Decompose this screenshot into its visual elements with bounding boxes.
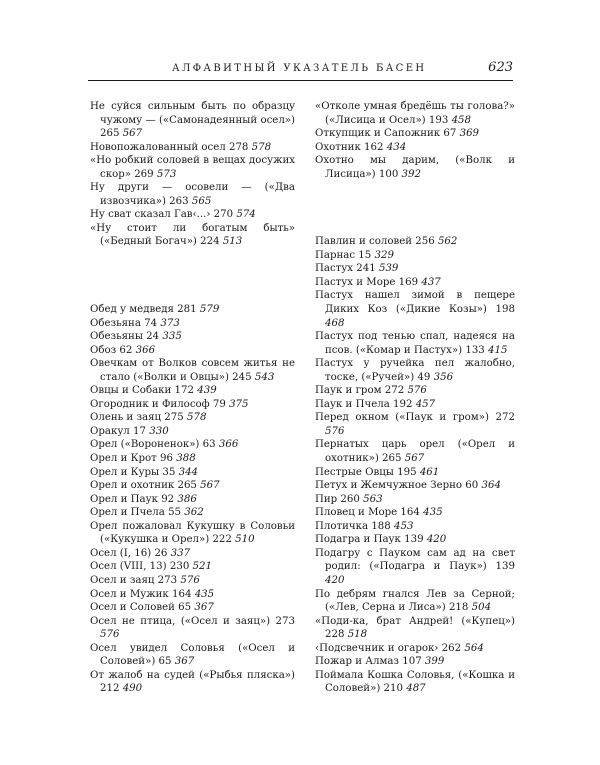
entry-text: Пернатых царь орел («Орел и охотник») 265 xyxy=(315,439,515,465)
entry-page-ref: 563 xyxy=(363,493,383,505)
index-entry xyxy=(90,588,295,602)
entry-page-ref: 576 xyxy=(100,629,120,641)
index-entry xyxy=(90,100,295,141)
entry-page-ref: 435 xyxy=(194,588,215,600)
index-entry xyxy=(315,520,515,534)
index-entry xyxy=(315,533,515,547)
entry-text: Новопожалованный осел 278 xyxy=(90,141,252,153)
entry-text: Орел и Куры 35 xyxy=(90,466,179,478)
index-entry xyxy=(90,411,295,425)
entry-text: Откупщик и Сапожник 67 xyxy=(315,128,460,140)
entry-page-ref: 578 xyxy=(251,141,272,153)
entry-text: Пестрые Овцы 195 xyxy=(315,466,420,478)
index-entry xyxy=(315,411,515,438)
index-entry xyxy=(315,262,515,276)
entry-text: Обезьяна 74 xyxy=(90,317,161,329)
index-entry xyxy=(90,222,295,249)
entry-page-ref: 330 xyxy=(149,425,169,437)
entry-page-ref: 415 xyxy=(488,344,508,356)
entry-text: Пожар и Алмаз 107 xyxy=(315,656,425,668)
entry-page-ref: 543 xyxy=(254,371,275,383)
index-entry xyxy=(90,615,295,642)
index-entry xyxy=(90,642,295,669)
entry-text: Осел (I, 16) 26 xyxy=(90,547,171,559)
index-entry xyxy=(90,303,295,317)
entry-page-ref: 576 xyxy=(325,425,345,437)
entry-text: Обед у медведя 281 xyxy=(90,304,200,316)
entry-page-ref: 392 xyxy=(401,168,421,180)
entry-text: Огородник и Философ 79 xyxy=(90,398,230,410)
header-rule xyxy=(88,80,513,81)
entry-page-ref: 510 xyxy=(235,534,255,546)
left-column xyxy=(90,100,295,696)
entry-page-ref: 468 xyxy=(325,317,345,329)
index-entry xyxy=(315,479,515,493)
entry-page-ref: 364 xyxy=(481,480,501,492)
entry-text: Петух и Жемчужное Зерно 60 xyxy=(315,480,482,492)
index-entry xyxy=(90,154,295,181)
entry-text: Не суйся сильным быть по образцу чужому — («Самонадеянный осел») 265 xyxy=(90,101,295,140)
entry-text: Пастух у ручейка пел жалобно, тоске, («Ручей») 49 xyxy=(315,358,515,383)
entry-text: Осел и Соловей 65 xyxy=(90,602,195,614)
entry-page-ref: 487 xyxy=(406,683,426,695)
running-title: АЛФАВИТНЫЙ УКАЗАТЕЛЬ БАСЕН xyxy=(172,63,427,74)
entry-text: Охотник 162 xyxy=(315,141,387,153)
entry-text: Орел («Вороненок») 63 xyxy=(90,439,219,451)
index-entry xyxy=(90,479,295,493)
entry-page-ref: 564 xyxy=(464,642,484,654)
entry-page-ref: 335 xyxy=(162,331,182,343)
index-entry xyxy=(315,466,515,480)
entry-page-ref: 490 xyxy=(122,683,143,695)
entry-page-ref: 367 xyxy=(174,656,195,668)
entry-page-ref: 439 xyxy=(197,385,217,397)
entry-text: Осел и заяц 273 xyxy=(90,574,181,586)
index-entry xyxy=(90,669,295,696)
index-entry xyxy=(90,208,295,222)
index-entry xyxy=(90,330,295,344)
group-spacer xyxy=(90,249,295,303)
entry-page-ref: 567 xyxy=(200,480,220,492)
entry-text: Перед окном («Паук и гром») 272 xyxy=(315,412,515,424)
entry-text: Подагру с Пауком сам ад на свет родил: («Подагра и Паук») 139 xyxy=(315,547,515,573)
entry-page-ref: 579 xyxy=(199,304,220,316)
index-entry xyxy=(90,425,295,439)
entry-text: Поймала Кошка Соловья, («Кошка и Соловей») 210 xyxy=(315,669,515,695)
entry-text: Овечкам от Волков совсем житья не стало («Волки и Овцы») 245 xyxy=(90,358,295,383)
right-column xyxy=(315,100,515,696)
entry-text: ‹Подсвечник и огарок› 262 xyxy=(315,642,465,654)
entry-page-ref: 373 xyxy=(160,317,180,329)
entry-text: Паук и Пчела 192 xyxy=(315,398,416,410)
entry-text: Осел (VIII, 13) 230 xyxy=(90,561,193,573)
entry-text: Ну сват сказал Гав‹...› 270 xyxy=(90,209,237,221)
index-entry xyxy=(315,127,515,141)
index-entry xyxy=(315,493,515,507)
entry-page-ref: 329 xyxy=(374,249,394,261)
entry-page-ref: 366 xyxy=(135,344,156,356)
entry-page-ref: 513 xyxy=(222,236,243,248)
entry-text: Парнас 15 xyxy=(315,249,375,261)
index-entry xyxy=(315,438,515,465)
entry-text: Пастух под тенью спал, надеяся на псов. («Комар и Пастух») 133 xyxy=(315,331,515,356)
entry-page-ref: 573 xyxy=(156,168,177,180)
entry-page-ref: 388 xyxy=(176,453,196,465)
entry-text: «Поди-ка, брат Андрей! («Купец») 228 xyxy=(315,615,515,641)
index-entry xyxy=(315,398,515,412)
index-entry xyxy=(315,289,515,330)
entry-text: Пастух и Море 169 xyxy=(315,276,422,288)
index-entry xyxy=(90,547,295,561)
index-entry xyxy=(90,344,295,358)
index-entry xyxy=(90,317,295,331)
index-entry xyxy=(90,466,295,480)
entry-text: Пир 260 xyxy=(315,493,364,505)
index-entry xyxy=(90,438,295,452)
entry-text: Орел и Паук 92 xyxy=(90,493,178,505)
index-entry xyxy=(315,357,515,384)
entry-text: «Отколе умная бредёшь ты голова?» («Лисица и Осел») 193 xyxy=(315,101,515,126)
entry-page-ref: 420 xyxy=(426,534,447,546)
entry-page-ref: 375 xyxy=(229,398,249,410)
entry-text: Ну други — осовели — («Два извозчика») 263 xyxy=(90,182,295,207)
entry-page-ref: 521 xyxy=(192,561,212,573)
index-entry xyxy=(315,141,515,155)
entry-page-ref: 576 xyxy=(407,385,427,397)
entry-text: «Но робкий соловей в вещах досужих скор» 269 xyxy=(90,155,295,180)
index-entry xyxy=(315,249,515,263)
entry-text: Осел не птица, («Осел и заяц») 273 xyxy=(90,615,295,627)
entry-page-ref: 562 xyxy=(437,236,458,248)
index-entry xyxy=(315,276,515,290)
entry-page-ref: 565 xyxy=(191,195,212,207)
index-entry xyxy=(315,642,515,656)
index-entry xyxy=(90,384,295,398)
index-entry xyxy=(315,100,515,127)
index-entry xyxy=(90,574,295,588)
index-entry xyxy=(90,506,295,520)
index-entry xyxy=(315,330,515,357)
index-entry xyxy=(315,547,515,588)
entry-page-ref: 461 xyxy=(419,466,440,478)
entry-text: Обоз 62 xyxy=(90,344,136,356)
entry-page-ref: 539 xyxy=(378,263,399,275)
entry-page-ref: 386 xyxy=(177,493,197,505)
index-entry xyxy=(90,398,295,412)
index-entry xyxy=(315,655,515,669)
entry-text: Плотичка 188 xyxy=(315,520,395,532)
entry-page-ref: 367 xyxy=(194,602,214,614)
entry-page-ref: 399 xyxy=(424,656,445,668)
index-entry xyxy=(315,588,515,615)
entry-text: Оракул 17 xyxy=(90,425,150,437)
entry-page-ref: 576 xyxy=(180,574,200,586)
entry-text: Осел увидел Соловья («Осел и Соловей») 65 xyxy=(90,642,295,668)
entry-text: Орел пожаловал Кукушку в Соловьи («Кукушка и Орел») 222 xyxy=(90,520,295,546)
entry-text: Орел и охотник 265 xyxy=(90,480,201,492)
entry-page-ref: 369 xyxy=(459,128,480,140)
entry-text: Пастух 241 xyxy=(315,263,379,275)
page-number: 623 xyxy=(488,60,513,75)
entry-text: По дебрям гнался Лев за Серной; («Лев, Серна и Лиса») 218 xyxy=(315,588,515,614)
index-entry xyxy=(90,181,295,208)
index-entry xyxy=(315,669,515,696)
entry-page-ref: 518 xyxy=(347,629,368,641)
index-entry xyxy=(315,506,515,520)
entry-text: Пастух нашел зимой в пещере Диких Коз («Дикие Козы») 198 xyxy=(315,290,515,316)
entry-text: Паук и гром 272 xyxy=(315,385,408,397)
entry-page-ref: 344 xyxy=(178,466,199,478)
index-entry xyxy=(315,615,515,642)
entry-page-ref: 574 xyxy=(236,209,256,221)
entry-page-ref: 435 xyxy=(423,507,443,519)
entry-page-ref: 567 xyxy=(404,453,425,465)
entry-text: Охотно мы дарим, («Волк и Лисица») 100 xyxy=(315,155,515,180)
entry-page-ref: 437 xyxy=(421,276,441,288)
entry-page-ref: 504 xyxy=(471,602,492,614)
index-entry xyxy=(90,357,295,384)
entry-page-ref: 434 xyxy=(386,141,407,153)
entry-text: «Ну стоит ли богатым быть» («Бедный Богач») 224 xyxy=(90,222,295,248)
entry-text: Подагра и Паук 139 xyxy=(315,534,427,546)
group-spacer xyxy=(315,181,515,235)
index-entry xyxy=(315,235,515,249)
entry-page-ref: 457 xyxy=(415,398,436,410)
entry-page-ref: 337 xyxy=(170,547,191,559)
index-entry xyxy=(90,601,295,615)
entry-page-ref: 458 xyxy=(451,114,472,126)
entry-page-ref: 420 xyxy=(325,574,345,586)
entry-text: Орел и Крот 96 xyxy=(90,453,177,465)
index-entry xyxy=(315,154,515,181)
index-entry xyxy=(90,520,295,547)
entry-page-ref: 453 xyxy=(394,520,414,532)
entry-page-ref: 578 xyxy=(187,412,207,424)
index-entry xyxy=(90,452,295,466)
index-entry xyxy=(315,384,515,398)
entry-text: Обезьяны 24 xyxy=(90,331,163,343)
index-entry xyxy=(90,141,295,155)
entry-page-ref: 356 xyxy=(433,371,454,383)
entry-page-ref: 567 xyxy=(122,128,143,140)
index-entry xyxy=(90,560,295,574)
entry-page-ref: 362 xyxy=(184,507,204,519)
index-entry xyxy=(90,493,295,507)
entry-text: От жалоб на судей («Рыбья пляска») 212 xyxy=(90,669,295,695)
entry-text: Олень и заяц 275 xyxy=(90,412,187,424)
entry-text: Пловец и Море 164 xyxy=(315,507,424,519)
entry-text: Павлин и соловей 256 xyxy=(315,236,438,248)
entry-text: Осел и Мужик 164 xyxy=(90,588,195,600)
entry-page-ref: 366 xyxy=(218,439,239,451)
entry-text: Орел и Пчела 55 xyxy=(90,507,185,519)
page-header xyxy=(88,60,513,82)
entry-text: Овцы и Собаки 172 xyxy=(90,385,198,397)
